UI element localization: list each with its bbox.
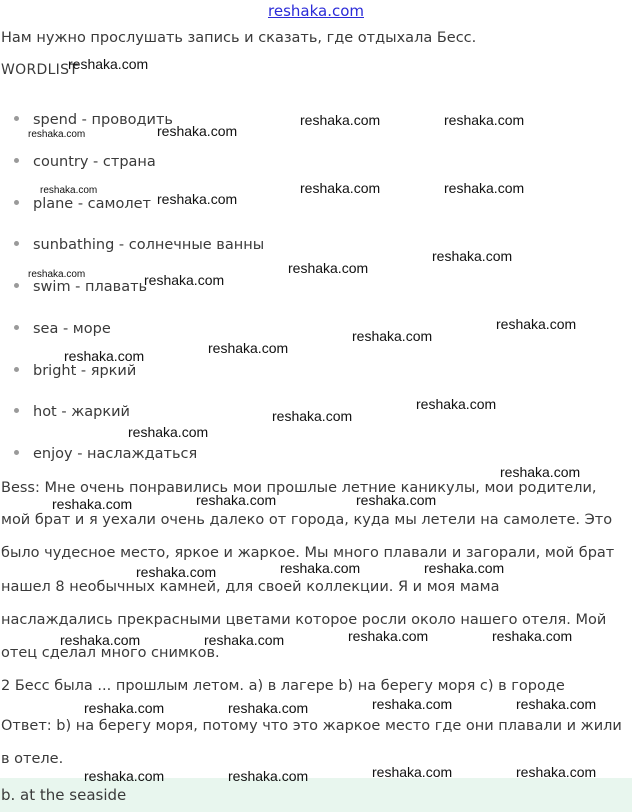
final-answer-text: b. at the seaside <box>1 786 127 804</box>
word-entry: spend - проводить <box>33 112 173 128</box>
watermark: reshaka.com <box>372 764 453 780</box>
word-entry: sea - море <box>33 321 111 337</box>
word-entry: country - страна <box>33 154 156 170</box>
intro-text: Нам нужно прослушать запись и сказать, где отдыхала Бесс. <box>1 30 477 46</box>
list-item <box>14 321 111 337</box>
bullet-icon <box>14 241 19 246</box>
wordlist-title: WORDLIST <box>1 62 79 78</box>
list-item <box>14 112 173 128</box>
watermark: reshaka.com <box>500 464 581 480</box>
answer-line: Ответ: b) на берегу моря, потому что это жаркое место где они плавали и жили <box>1 718 622 734</box>
watermark: reshaka.com <box>157 191 238 207</box>
watermark: reshaka.com <box>352 328 433 344</box>
watermark: reshaka.com <box>300 180 381 196</box>
watermark: reshaka.com <box>52 496 133 512</box>
watermark: reshaka.com <box>300 112 381 128</box>
watermark: reshaka.com <box>516 764 597 780</box>
word-entry: enjoy - наслаждаться <box>33 446 198 462</box>
list-item <box>14 279 147 295</box>
watermark: reshaka.com <box>84 700 165 716</box>
watermark: reshaka.com <box>60 632 141 648</box>
watermark: reshaka.com <box>272 408 353 424</box>
watermark: reshaka.com <box>40 185 98 196</box>
bess-text-line: отец сделал много снимков. <box>1 645 220 661</box>
watermark: reshaka.com <box>128 424 209 440</box>
bullet-icon <box>14 325 19 330</box>
watermark: reshaka.com <box>208 340 289 356</box>
bess-text-line: Bess: Мне очень понравились мои прошлые летние каникулы, мои родители, <box>1 480 597 496</box>
watermark: reshaka.com <box>492 628 573 644</box>
watermark: reshaka.com <box>424 560 505 576</box>
word-entry: plane - самолет <box>33 196 151 212</box>
bullet-icon <box>14 200 19 205</box>
watermark: reshaka.com <box>516 696 597 712</box>
list-item <box>14 446 197 462</box>
watermark: reshaka.com <box>68 56 149 72</box>
bullet-icon <box>14 450 19 455</box>
list-item <box>14 237 264 253</box>
watermark: reshaka.com <box>84 768 165 784</box>
bullet-icon <box>14 367 19 372</box>
watermark: reshaka.com <box>196 492 277 508</box>
watermark: reshaka.com <box>64 348 145 364</box>
bullet-icon <box>14 283 19 288</box>
watermark: reshaka.com <box>432 248 513 264</box>
watermark: reshaka.com <box>444 112 525 128</box>
bess-text-line: мой брат и я уехали очень далеко от города, куда мы летели на самолете. Это <box>1 512 613 528</box>
watermark: reshaka.com <box>444 180 525 196</box>
watermark: reshaka.com <box>372 696 453 712</box>
watermark: reshaka.com <box>416 396 497 412</box>
watermark: reshaka.com <box>288 260 369 276</box>
word-entry: swim - плавать <box>33 279 148 295</box>
watermark: reshaka.com <box>496 316 577 332</box>
bess-text-line: нашел 8 необычных камней, для своей коллекции. Я и моя мама <box>1 579 500 595</box>
answer-line: в отеле. <box>1 751 64 767</box>
watermark: reshaka.com <box>28 269 86 280</box>
bullet-icon <box>14 116 19 121</box>
bess-text-line: наслаждались прекрасными цветами которое росли около нашего отеля. Мой <box>1 612 607 628</box>
watermark: reshaka.com <box>280 560 361 576</box>
list-item <box>14 196 151 212</box>
list-item <box>14 404 130 420</box>
bullet-icon <box>14 408 19 413</box>
list-item <box>14 363 136 379</box>
bullet-icon <box>14 158 19 163</box>
watermark: reshaka.com <box>228 768 309 784</box>
list-item <box>14 154 156 170</box>
watermark: reshaka.com <box>28 129 86 140</box>
word-entry: sunbathing - солнечные ванны <box>33 237 265 253</box>
watermark: reshaka.com <box>144 272 225 288</box>
watermark: reshaka.com <box>204 632 285 648</box>
watermark: reshaka.com <box>228 700 309 716</box>
site-header-link[interactable]: reshaka.com <box>268 2 364 20</box>
watermark: reshaka.com <box>157 123 238 139</box>
question-text: 2 Бесс была ... прошлым летом. а) в лагере b) на берегу моря с) в городе <box>1 678 565 694</box>
word-entry: hot - жаркий <box>33 404 130 420</box>
word-entry: bright - яркий <box>33 363 137 379</box>
watermark: reshaka.com <box>348 628 429 644</box>
bess-text-line: было чудесное место, яркое и жаркое. Мы много плавали и загорали, мой брат <box>1 545 615 561</box>
watermark: reshaka.com <box>136 564 217 580</box>
watermark: reshaka.com <box>356 492 437 508</box>
